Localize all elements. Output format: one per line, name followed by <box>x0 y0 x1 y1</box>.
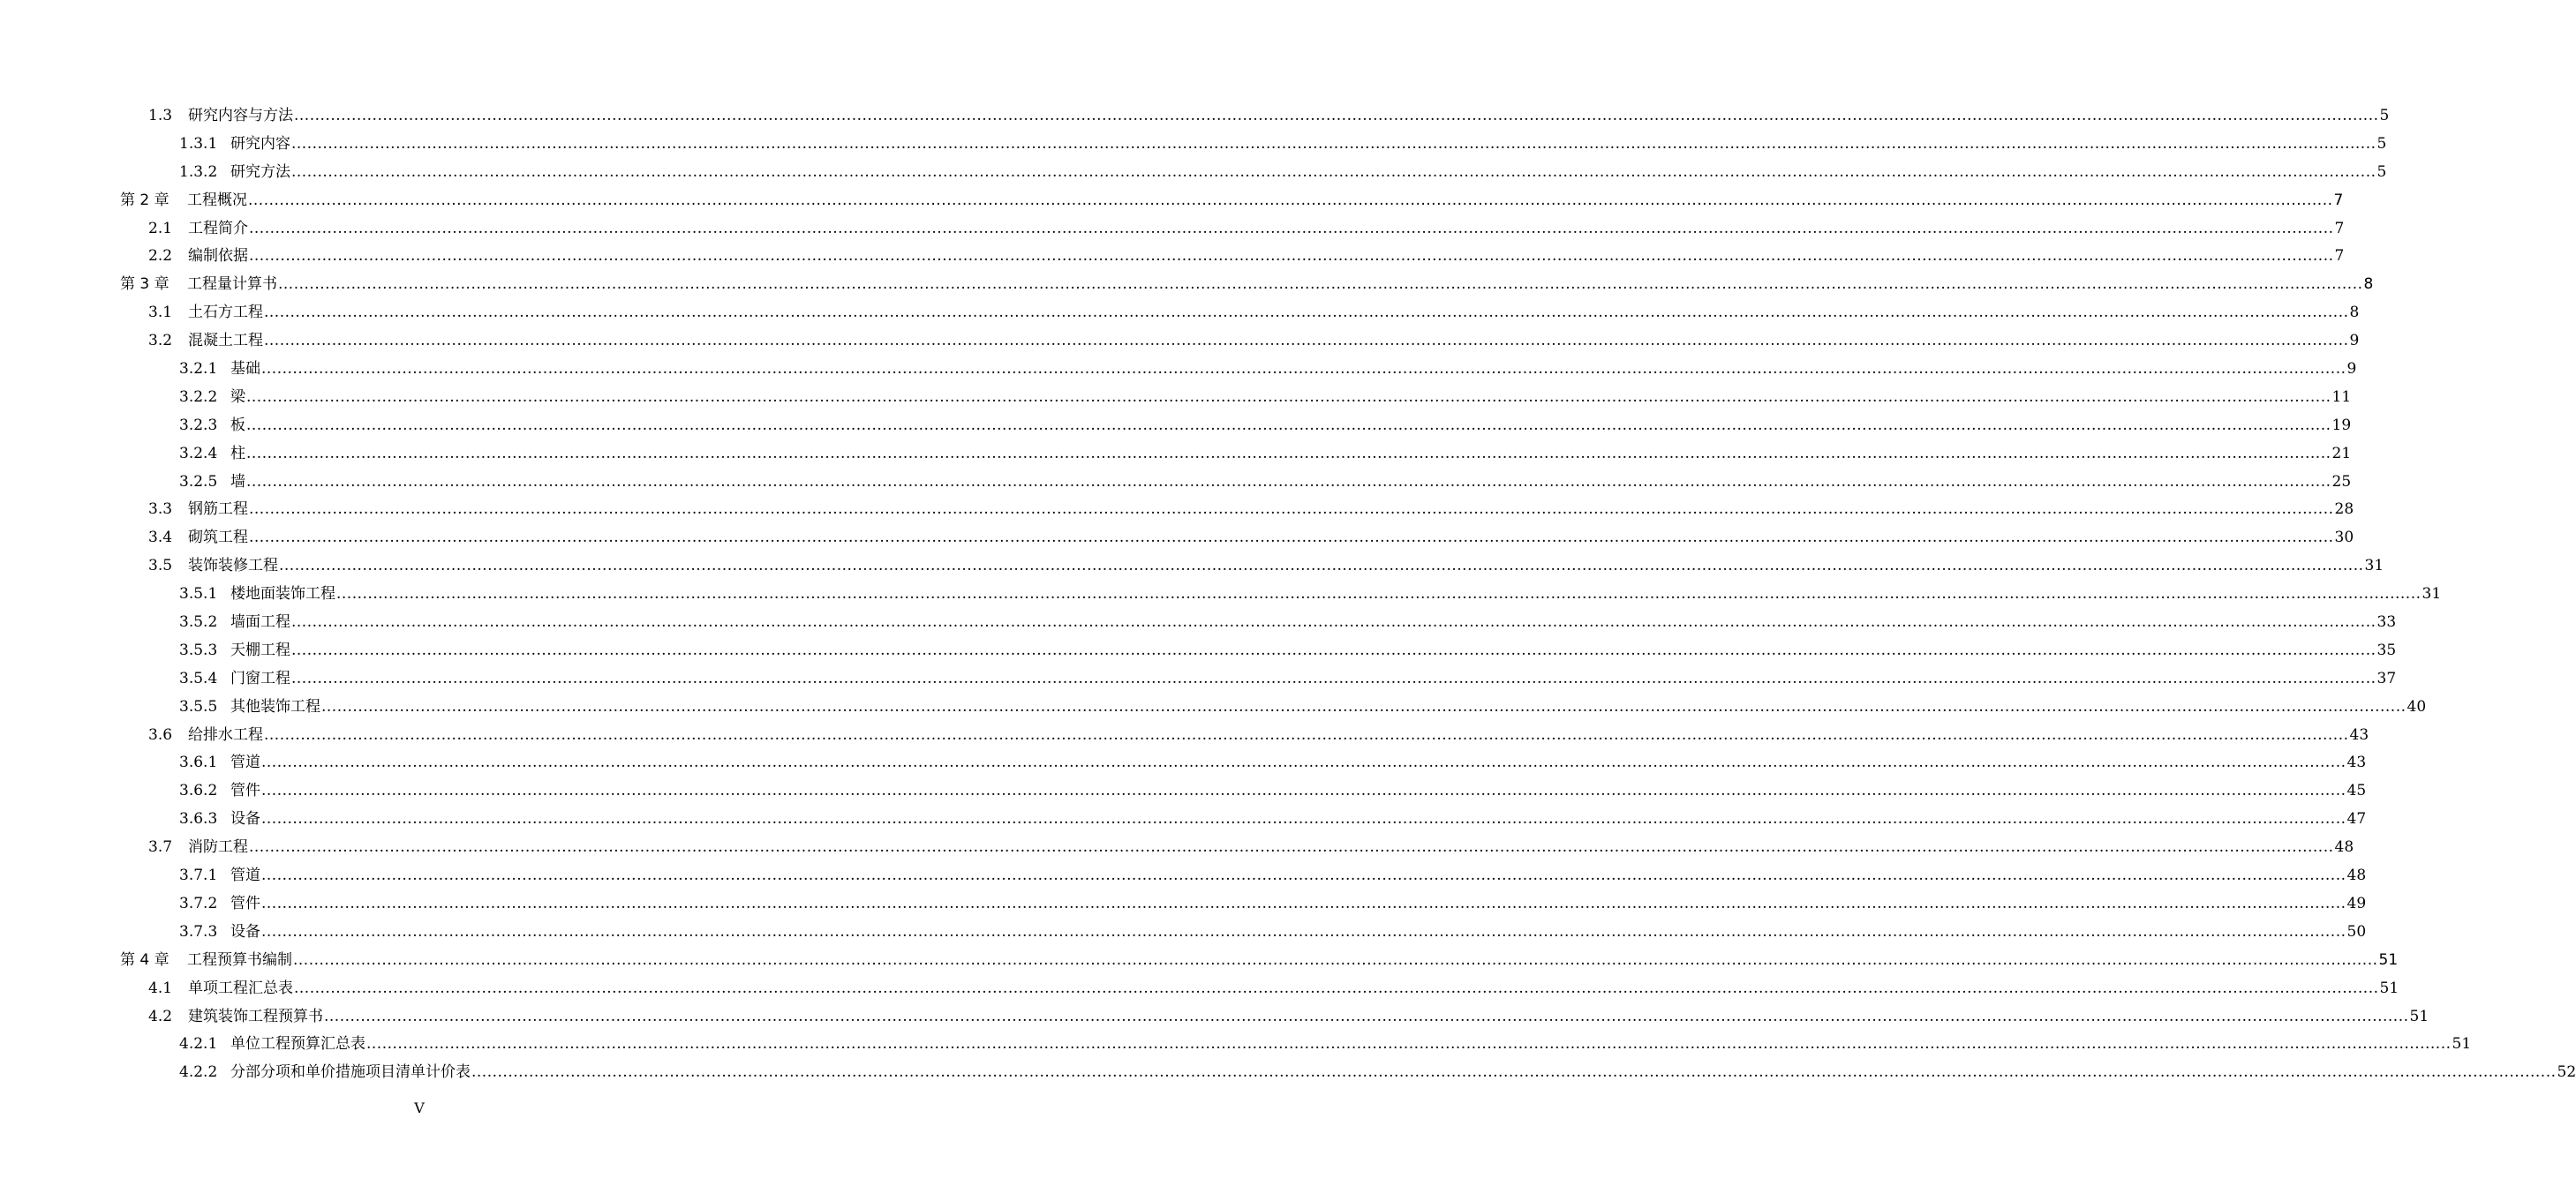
toc-entry-number: 4.2 <box>148 1007 173 1025</box>
toc-entry-page: 19 <box>2331 416 2352 434</box>
toc-entry[interactable] <box>0 1059 2576 1087</box>
toc-entry[interactable] <box>0 159 2387 187</box>
toc-leader-dots: ................................................................................................................................................................................................................................................................................................................................................................................................................ <box>279 557 2364 575</box>
toc-entry-content <box>179 159 2387 187</box>
toc-entry-title: 管道 <box>230 754 260 772</box>
toc-leader-dots: ................................................................................................................................................................................................................................................................................................................................................................................................................ <box>261 922 2346 941</box>
toc-entry[interactable] <box>0 131 2387 159</box>
toc-leader-dots: ................................................................................................................................................................................................................................................................................................................................................................................................................ <box>321 697 2407 716</box>
toc-entry-number: 3.1 <box>148 304 173 322</box>
toc-entry-number: 1.3.2 <box>179 162 218 181</box>
toc-entry-number: 4.2.1 <box>179 1035 218 1054</box>
toc-entry-page: 37 <box>2376 669 2397 687</box>
toc-leader-dots: ................................................................................................................................................................................................................................................................................................................................................................................................................ <box>471 1063 2557 1082</box>
toc-leader-dots: ................................................................................................................................................................................................................................................................................................................................................................................................................ <box>249 247 2334 266</box>
toc-entry-number: 3.6.3 <box>179 810 218 829</box>
toc-entry-number: 2.1 <box>148 219 173 237</box>
toc-leader-dots: ................................................................................................................................................................................................................................................................................................................................................................................................................ <box>264 304 2349 322</box>
toc-entry-number: 3.2 <box>148 332 173 350</box>
toc-entry-content <box>179 777 2367 806</box>
toc-entry-page: 31 <box>2422 585 2442 604</box>
toc-entry[interactable] <box>0 215 2345 244</box>
toc-entry-number: 4.1 <box>148 979 173 997</box>
toc-entry-content <box>120 947 2399 975</box>
toc-entry-page: 5 <box>2376 162 2387 181</box>
toc-entry-content <box>179 412 2352 440</box>
toc-entry[interactable] <box>0 102 2390 131</box>
toc-entry-title: 设备 <box>230 922 260 941</box>
toc-entry-content <box>179 890 2367 919</box>
toc-entry-number: 3.5.5 <box>179 697 218 716</box>
toc-leader-dots: ................................................................................................................................................................................................................................................................................................................................................................................................................ <box>291 613 2376 632</box>
toc-entry-content <box>148 327 2360 356</box>
toc-entry[interactable] <box>0 694 2427 722</box>
toc-entry[interactable] <box>0 890 2367 919</box>
toc-entry-title: 给排水工程 <box>188 725 263 744</box>
toc-entry[interactable] <box>0 637 2397 665</box>
toc-entry-content <box>179 665 2397 694</box>
page-number: V <box>414 1100 425 1116</box>
toc-leader-dots: ................................................................................................................................................................................................................................................................................................................................................................................................................ <box>278 275 2363 294</box>
toc-entry-page: 8 <box>2349 304 2360 322</box>
toc-entry-page: 31 <box>2364 557 2384 575</box>
toc-entry-page: 21 <box>2331 444 2352 462</box>
toc-entry-number: 3.2.4 <box>179 444 218 462</box>
toc-leader-dots: ................................................................................................................................................................................................................................................................................................................................................................................................................ <box>261 782 2346 800</box>
toc-entry[interactable] <box>0 947 2399 975</box>
toc-leader-dots: ................................................................................................................................................................................................................................................................................................................................................................................................................ <box>291 669 2376 687</box>
toc-entry-title: 编制依据 <box>188 247 248 266</box>
toc-entry-content <box>179 469 2352 497</box>
toc-entry-number: 第 4 章 <box>120 950 169 969</box>
toc-entry-content <box>148 722 2369 750</box>
toc-entry-content <box>148 1003 2429 1032</box>
toc-entry-page: 49 <box>2346 894 2367 912</box>
toc-entry-title: 钢筋工程 <box>188 500 248 519</box>
toc-entry[interactable] <box>0 806 2367 834</box>
toc-entry-page: 9 <box>2346 360 2357 379</box>
toc-entry-number: 3.2.3 <box>179 416 218 434</box>
toc-entry-title: 研究内容 <box>230 134 290 153</box>
toc-entry-title: 砌筑工程 <box>188 529 248 547</box>
toc-entry-page: 51 <box>2379 979 2399 997</box>
toc-entry-number: 3.2.2 <box>179 387 218 406</box>
toc-entry-number: 3.3 <box>148 500 173 519</box>
toc-entry-title: 消防工程 <box>188 838 248 857</box>
toc-entry[interactable] <box>0 384 2352 412</box>
toc-entry-content <box>179 131 2387 159</box>
toc-entry-content <box>179 1059 2576 1087</box>
toc-entry-content <box>179 1031 2472 1059</box>
toc-entry-number: 3.7 <box>148 838 173 857</box>
toc-entry-title: 板 <box>230 416 245 434</box>
toc-entry-title: 门窗工程 <box>230 669 290 687</box>
toc-entry-page: 9 <box>2349 332 2360 350</box>
toc-entry-page: 45 <box>2346 782 2367 800</box>
toc-entry[interactable] <box>0 862 2367 890</box>
toc-entry-number: 3.4 <box>148 529 173 547</box>
toc-leader-dots: ................................................................................................................................................................................................................................................................................................................................................................................................................ <box>324 1007 2409 1025</box>
toc-entry-number: 3.7.2 <box>179 894 218 912</box>
toc-entry-content <box>148 834 2354 862</box>
toc-entry-content <box>148 102 2390 131</box>
toc-entry[interactable] <box>0 524 2354 552</box>
toc-entry-content <box>179 384 2352 412</box>
toc-leader-dots: ................................................................................................................................................................................................................................................................................................................................................................................................................ <box>366 1035 2452 1054</box>
toc-entry-number: 1.3 <box>148 107 173 124</box>
toc-leader-dots: ................................................................................................................................................................................................................................................................................................................................................................................................................ <box>261 754 2346 772</box>
toc-leader-dots: ................................................................................................................................................................................................................................................................................................................................................................................................................ <box>336 585 2422 604</box>
toc-entry[interactable] <box>0 581 2442 609</box>
toc-entry-title: 单项工程汇总表 <box>188 979 293 997</box>
toc-leader-dots: ................................................................................................................................................................................................................................................................................................................................................................................................................ <box>246 444 2331 462</box>
toc-entry-page: 47 <box>2346 810 2367 829</box>
toc-entry-title: 研究方法 <box>230 162 290 181</box>
toc-entry-content <box>179 356 2357 384</box>
toc-entry-page: 50 <box>2346 922 2367 941</box>
toc-entry-page: 8 <box>2363 275 2374 294</box>
toc-entry-page: 43 <box>2349 725 2369 744</box>
toc-entry-number: 3.5.1 <box>179 585 218 604</box>
toc-entry-title: 装饰装修工程 <box>188 557 278 575</box>
toc-entry-content <box>148 552 2384 581</box>
toc-entry-title: 分部分项和单价措施项目清单计价表 <box>230 1063 471 1082</box>
toc-entry-page: 48 <box>2334 838 2354 857</box>
toc-entry-title: 工程简介 <box>188 219 248 237</box>
toc-entry-content <box>179 609 2397 637</box>
toc-entry-title: 天棚工程 <box>230 641 290 659</box>
toc-leader-dots: ................................................................................................................................................................................................................................................................................................................................................................................................................ <box>261 867 2346 885</box>
toc-entry[interactable] <box>0 1031 2472 1059</box>
toc-entry-page: 11 <box>2331 387 2352 406</box>
toc-entry[interactable] <box>0 552 2384 581</box>
toc-entry-content <box>179 694 2427 722</box>
toc-entry-page: 5 <box>2379 107 2390 124</box>
toc-entry-title: 研究内容与方法 <box>188 107 293 124</box>
toc-entry-title: 工程预算书编制 <box>187 950 292 969</box>
toc-entry-title: 工程量计算书 <box>187 275 277 294</box>
toc-leader-dots: ................................................................................................................................................................................................................................................................................................................................................................................................................ <box>246 416 2331 434</box>
toc-entry-content <box>148 496 2354 524</box>
table-of-contents <box>0 102 2576 1087</box>
toc-leader-dots: ................................................................................................................................................................................................................................................................................................................................................................................................................ <box>293 950 2378 969</box>
toc-entry[interactable] <box>0 749 2367 777</box>
toc-entry-title: 工程概况 <box>187 191 247 209</box>
toc-entry-title: 设备 <box>230 810 260 829</box>
toc-entry-page: 28 <box>2334 500 2354 519</box>
toc-entry-content <box>179 862 2367 890</box>
toc-entry-title: 梁 <box>230 387 245 406</box>
toc-leader-dots: ................................................................................................................................................................................................................................................................................................................................................................................................................ <box>291 641 2376 659</box>
toc-entry-page: 30 <box>2334 529 2354 547</box>
toc-entry-content <box>179 581 2442 609</box>
toc-entry[interactable] <box>0 356 2357 384</box>
toc-entry-page: 7 <box>2334 219 2345 237</box>
toc-entry-content <box>148 975 2399 1003</box>
toc-entry-number: 2.2 <box>148 247 173 266</box>
toc-entry-number: 第 3 章 <box>120 275 169 294</box>
toc-entry-content <box>120 271 2374 299</box>
toc-leader-dots: ................................................................................................................................................................................................................................................................................................................................................................................................................ <box>249 529 2334 547</box>
toc-entry[interactable] <box>0 440 2352 469</box>
toc-entry-page: 51 <box>2452 1035 2472 1054</box>
toc-entry-title: 混凝土工程 <box>188 332 263 350</box>
toc-entry-title: 管件 <box>230 894 260 912</box>
toc-entry-title: 单位工程预算汇总表 <box>230 1035 365 1054</box>
toc-leader-dots: ................................................................................................................................................................................................................................................................................................................................................................................................................ <box>291 134 2376 153</box>
toc-entry-number: 1.3.1 <box>179 134 218 153</box>
toc-entry-title: 墙面工程 <box>230 613 290 632</box>
toc-entry-content <box>179 440 2352 469</box>
toc-leader-dots: ................................................................................................................................................................................................................................................................................................................................................................................................................ <box>264 332 2349 350</box>
toc-entry-page: 52 <box>2557 1063 2576 1082</box>
toc-leader-dots: ................................................................................................................................................................................................................................................................................................................................................................................................................ <box>261 360 2346 379</box>
toc-leader-dots: ................................................................................................................................................................................................................................................................................................................................................................................................................ <box>294 979 2379 997</box>
toc-entry-number: 3.5.3 <box>179 641 218 659</box>
toc-leader-dots: ................................................................................................................................................................................................................................................................................................................................................................................................................ <box>248 191 2333 209</box>
toc-entry-content <box>148 524 2354 552</box>
toc-entry-page: 48 <box>2346 867 2367 885</box>
toc-entry-title: 楼地面装饰工程 <box>230 585 335 604</box>
toc-entry-number: 3.5.4 <box>179 669 218 687</box>
toc-entry-number: 3.6 <box>148 725 173 744</box>
toc-entry-number: 3.5 <box>148 557 173 575</box>
toc-leader-dots: ................................................................................................................................................................................................................................................................................................................................................................................................................ <box>246 472 2331 491</box>
toc-entry-number: 第 2 章 <box>120 191 169 209</box>
toc-entry[interactable] <box>0 496 2354 524</box>
toc-entry-number: 3.5.2 <box>179 613 218 632</box>
toc-entry[interactable] <box>0 777 2367 806</box>
toc-entry-title: 墙 <box>230 472 245 491</box>
toc-leader-dots: ................................................................................................................................................................................................................................................................................................................................................................................................................ <box>249 500 2334 519</box>
toc-entry-title: 其他装饰工程 <box>230 697 320 716</box>
toc-entry-page: 25 <box>2331 472 2352 491</box>
toc-entry-page: 7 <box>2333 191 2344 209</box>
toc-leader-dots: ................................................................................................................................................................................................................................................................................................................................................................................................................ <box>291 162 2376 181</box>
toc-entry-number: 3.7.1 <box>179 867 218 885</box>
toc-entry-content <box>148 243 2345 271</box>
toc-leader-dots: ................................................................................................................................................................................................................................................................................................................................................................................................................ <box>264 725 2349 744</box>
toc-entry[interactable] <box>0 665 2397 694</box>
toc-entry-page: 35 <box>2376 641 2397 659</box>
toc-entry[interactable] <box>0 469 2352 497</box>
toc-entry-number: 3.6.2 <box>179 782 218 800</box>
toc-entry-page: 43 <box>2346 754 2367 772</box>
toc-entry[interactable] <box>0 299 2360 327</box>
toc-entry[interactable] <box>0 722 2369 750</box>
toc-entry[interactable] <box>0 412 2352 440</box>
toc-entry[interactable] <box>0 609 2397 637</box>
toc-entry-content <box>179 919 2367 947</box>
toc-entry[interactable] <box>0 271 2374 299</box>
toc-entry-number: 3.2.1 <box>179 360 218 379</box>
toc-leader-dots: ................................................................................................................................................................................................................................................................................................................................................................................................................ <box>261 810 2346 829</box>
toc-entry[interactable] <box>0 975 2399 1003</box>
toc-entry-title: 建筑装饰工程预算书 <box>188 1007 323 1025</box>
toc-entry-page: 7 <box>2334 247 2345 266</box>
toc-entry-title: 管件 <box>230 782 260 800</box>
toc-entry-page: 33 <box>2376 613 2397 632</box>
toc-entry[interactable] <box>0 243 2345 271</box>
toc-entry-page: 51 <box>2378 950 2399 969</box>
toc-entry-page: 5 <box>2376 134 2387 153</box>
toc-leader-dots: ................................................................................................................................................................................................................................................................................................................................................................................................................ <box>249 219 2334 237</box>
toc-leader-dots: ................................................................................................................................................................................................................................................................................................................................................................................................................ <box>246 387 2331 406</box>
toc-leader-dots: ................................................................................................................................................................................................................................................................................................................................................................................................................ <box>261 894 2346 912</box>
toc-entry[interactable] <box>0 834 2354 862</box>
toc-entry-number: 3.7.3 <box>179 922 218 941</box>
toc-entry[interactable] <box>0 1003 2429 1032</box>
toc-entry-page: 51 <box>2409 1007 2429 1025</box>
toc-entry-title: 土石方工程 <box>188 304 263 322</box>
toc-entry-title: 管道 <box>230 867 260 885</box>
toc-entry[interactable] <box>0 187 2344 215</box>
toc-entry-content <box>148 299 2360 327</box>
toc-entry-content <box>120 187 2344 215</box>
toc-entry[interactable] <box>0 919 2367 947</box>
toc-entry[interactable] <box>0 327 2360 356</box>
toc-entry-title: 柱 <box>230 444 245 462</box>
toc-leader-dots: ................................................................................................................................................................................................................................................................................................................................................................................................................ <box>294 107 2379 124</box>
toc-leader-dots: ................................................................................................................................................................................................................................................................................................................................................................................................................ <box>249 838 2334 857</box>
toc-entry-content <box>179 637 2397 665</box>
toc-entry-content <box>179 749 2367 777</box>
toc-entry-number: 4.2.2 <box>179 1063 218 1082</box>
toc-entry-page: 40 <box>2407 697 2427 716</box>
toc-entry-content <box>148 215 2345 244</box>
toc-entry-content <box>179 806 2367 834</box>
toc-entry-number: 3.6.1 <box>179 754 218 772</box>
toc-entry-title: 基础 <box>230 360 260 379</box>
toc-entry-number: 3.2.5 <box>179 472 218 491</box>
